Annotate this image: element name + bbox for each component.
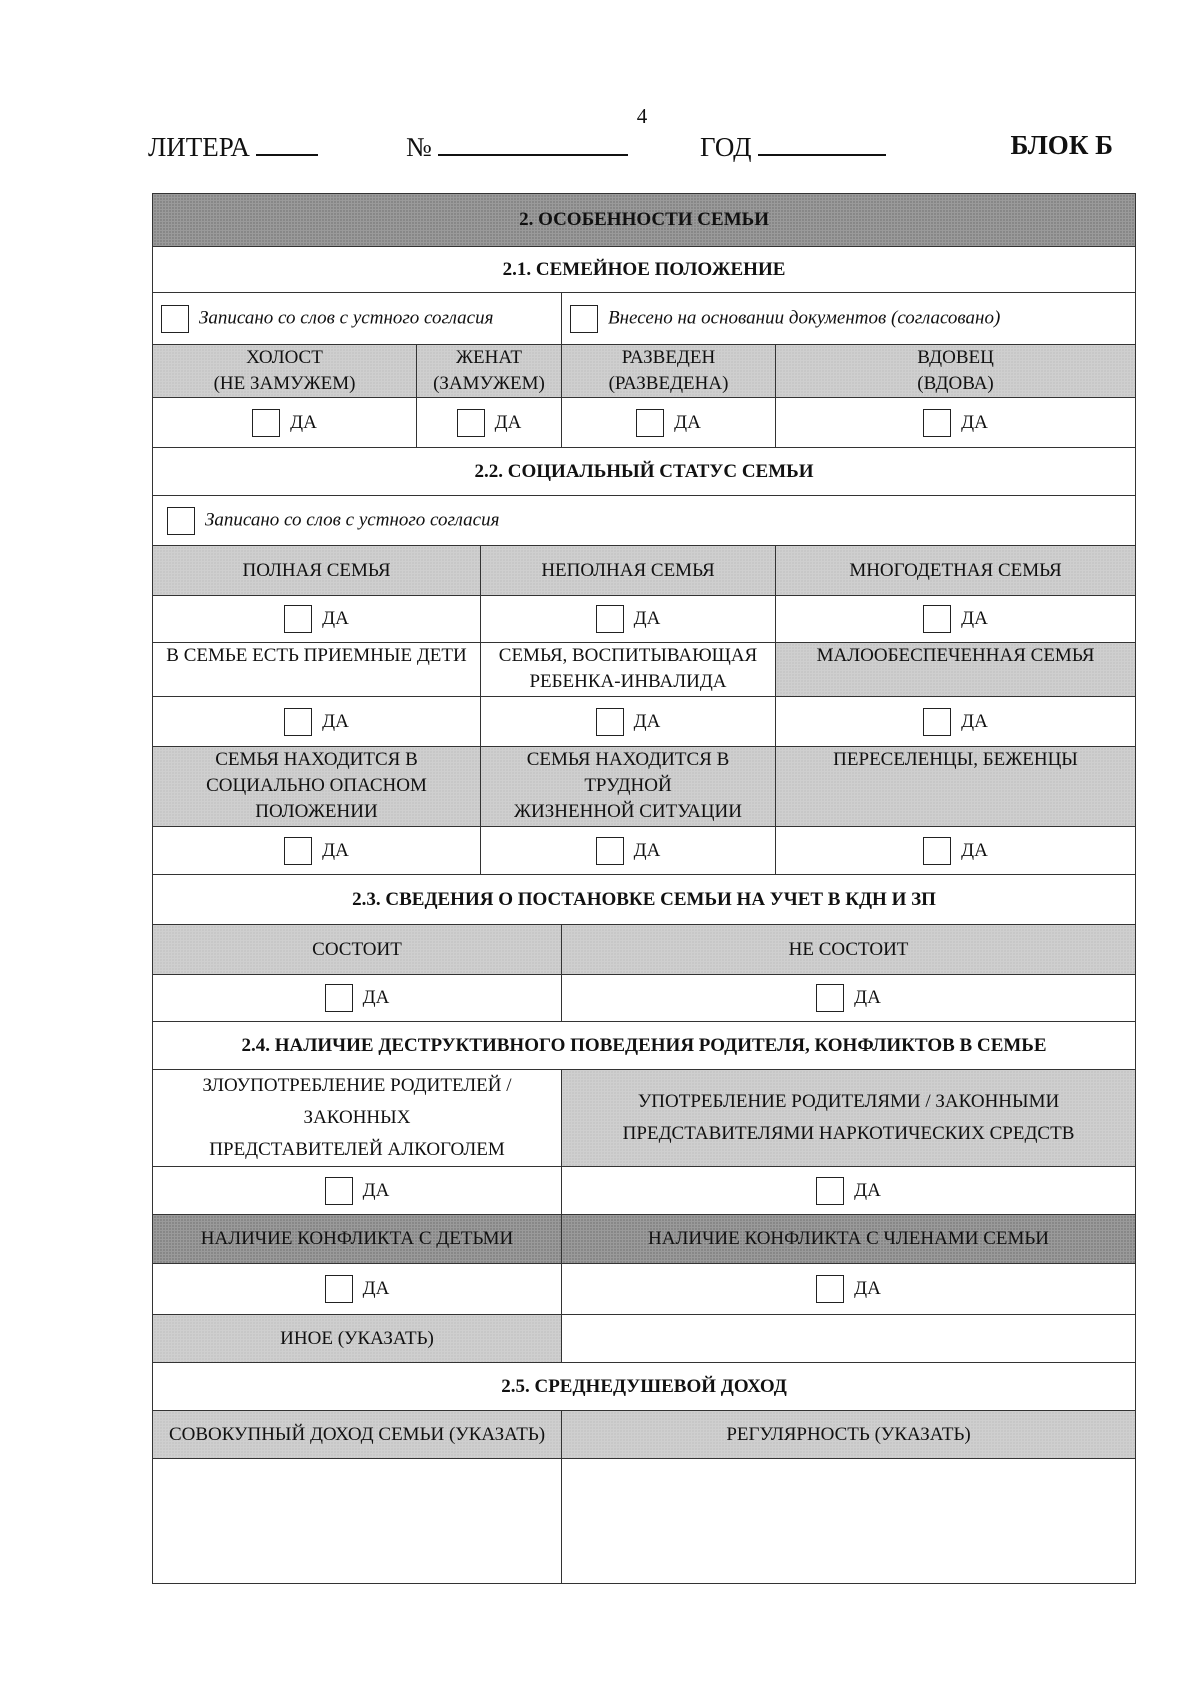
yes-label: ДА [362,1179,390,1201]
s2-low-income-cell [776,697,1136,747]
s2-r3c1-line3: ПОЛОЖЕНИИ [255,801,378,822]
s2-full-family-checkbox[interactable] [284,605,312,633]
s1-married-cell [417,398,562,448]
s3-not-registered-checkbox[interactable] [816,984,844,1012]
s2-r2c2-line1: СЕМЬЯ, ВОСПИТЫВАЮЩАЯ [498,645,758,666]
s1-col1-line1: ХОЛОСТ [246,347,323,368]
s1-divorced-checkbox[interactable] [636,409,664,437]
s4-r1c1-line2: ПРЕДСТАВИТЕЛЕЙ АЛКОГОЛЕМ [209,1139,505,1160]
s4-other-label: ИНОЕ (УКАЗАТЬ) [153,1315,562,1363]
s1-col2-line2: (ЗАМУЖЕМ) [433,373,545,394]
s4-alcohol-checkbox[interactable] [325,1177,353,1205]
s1-col4-line1: ВДОВЕЦ [917,347,994,368]
s2-foster-children-cell [153,697,481,747]
yes-label: ДА [362,987,390,1008]
s2-refugees-header: ПЕРЕСЕЛЕНЦЫ, БЕЖЕНЦЫ [776,747,1136,827]
s4-other-input[interactable] [562,1315,1136,1363]
yes-label: ДА [362,1278,390,1299]
s4-r1c2-line2: ПРЕДСТАВИТЕЛЯМИ НАРКОТИЧЕСКИХ СРЕДСТВ [622,1123,1075,1144]
s4-drugs-checkbox[interactable] [816,1177,844,1205]
s5-regularity-input[interactable] [562,1459,1136,1584]
s2-incomplete-family-checkbox[interactable] [596,605,624,633]
s2-large-family-cell [776,596,1136,643]
s2-r3c2-line1: СЕМЬЯ НАХОДИТСЯ В ТРУДНОЙ [526,749,730,796]
number-input-line[interactable] [438,130,628,156]
year-input-line[interactable] [758,130,886,156]
s2-large-family-checkbox[interactable] [923,605,951,633]
s4-drugs-cell [562,1167,1136,1215]
s2-refugees-checkbox[interactable] [923,837,951,865]
s1-divorced-cell [562,398,776,448]
s2-low-income-header: МАЛООБЕСПЕЧЕННАЯ СЕМЬЯ [776,643,1136,697]
yes-label: ДА [961,411,988,433]
number-label: № [406,132,432,162]
s1-note-oral [153,293,562,345]
s2-note-oral [153,496,1136,546]
s4-conflict-children-checkbox[interactable] [325,1275,353,1303]
s5-total-income-header: СОВОКУПНЫЙ ДОХОД СЕМЬИ (УКАЗАТЬ) [153,1411,562,1459]
s2-disabled-child-header [481,643,776,697]
s1-col2-line1: ЖЕНАТ [455,347,522,368]
yes-label: ДА [322,608,349,629]
s2-difficult-situation-header [481,747,776,827]
document-header [148,130,1113,164]
s1-col4-line2: (ВДОВА) [917,373,994,394]
s4-drugs-header [562,1070,1136,1167]
s1-col-single [153,345,417,398]
s2-incomplete-family-cell [481,596,776,643]
s1-oral-consent-checkbox[interactable] [161,305,189,333]
yes-label: ДА [290,411,317,433]
s2-disabled-child-cell [481,697,776,747]
s3-registered-header: СОСТОИТ [153,925,562,975]
s2-incomplete-family-header: НЕПОЛНАЯ СЕМЬЯ [481,546,776,596]
s2-full-family-header: ПОЛНАЯ СЕМЬЯ [153,546,481,596]
page-number: 4 [636,104,648,128]
s3-registered-cell [153,975,562,1022]
s4-conflict-family-header: НАЛИЧИЕ КОНФЛИКТА С ЧЛЕНАМИ СЕМЬИ [562,1215,1136,1264]
block-label: БЛОК Б [1010,130,1113,160]
yes-label: ДА [961,839,988,861]
litera-label: ЛИТЕРА [148,132,250,162]
s4-conflict-children-header: НАЛИЧИЕ КОНФЛИКТА С ДЕТЬМИ [153,1215,562,1264]
s1-note-docs [562,293,1136,345]
s3-not-registered-cell [562,975,1136,1022]
s1-widowed-cell [776,398,1136,448]
s1-note-docs-label: Внесено на основании документов (согласовано) [608,306,1001,328]
s2-disabled-child-checkbox[interactable] [596,708,624,736]
s2-dangerous-position-header [153,747,481,827]
s4-conflict-family-cell [562,1264,1136,1315]
yes-label: ДА [322,710,349,732]
section-2-1-title: 2.1. СЕМЕЙНОЕ ПОЛОЖЕНИЕ [153,247,1136,293]
litera-field [148,130,318,163]
s2-foster-children-checkbox[interactable] [284,708,312,736]
s1-widowed-checkbox[interactable] [923,409,951,437]
s4-alcohol-header [153,1070,562,1167]
s2-r3c1-line1: СЕМЬЯ НАХОДИТСЯ В [215,749,418,770]
s1-col3-line2: (РАЗВЕДЕНА) [608,373,729,394]
s1-col-divorced [562,345,776,398]
s3-not-registered-header: НЕ СОСТОИТ [562,925,1136,975]
s2-dangerous-position-cell [153,827,481,875]
s4-r1c2-line1: УПОТРЕБЛЕНИЕ РОДИТЕЛЯМИ / ЗАКОННЫМИ [637,1091,1060,1112]
yes-label: ДА [633,608,661,629]
s2-full-family-cell [153,596,481,643]
s5-regularity-header: РЕГУЛЯРНОСТЬ (УКАЗАТЬ) [562,1411,1136,1459]
s2-foster-children-header: В СЕМЬЕ ЕСТЬ ПРИЕМНЫЕ ДЕТИ [153,643,481,697]
section-2-4-title: 2.4. НАЛИЧИЕ ДЕСТРУКТИВНОГО ПОВЕДЕНИЯ РОДИТЕЛЯ, КОНФЛИКТОВ В СЕМЬЕ [153,1022,1136,1070]
section-2-2-title: 2.2. СОЦИАЛЬНЫЙ СТАТУС СЕМЬИ [153,448,1136,496]
yes-label: ДА [961,608,988,629]
yes-label: ДА [322,839,349,861]
yes-label: ДА [633,839,661,861]
section-2-5-title: 2.5. СРЕДНЕДУШЕВОЙ ДОХОД [153,1363,1136,1411]
s1-note-oral-label: Записано со слов с устного согласия [199,306,494,328]
s4-r1c1-line1: ЗЛОУПОТРЕБЛЕНИЕ РОДИТЕЛЕЙ / ЗАКОННЫХ [202,1075,512,1128]
s1-single-cell [153,398,417,448]
s5-total-income-input[interactable] [153,1459,562,1584]
s1-documents-checkbox[interactable] [570,305,598,333]
yes-label: ДА [854,987,881,1008]
s2-note-oral-label: Записано со слов с устного согласия [205,508,500,530]
s2-r2c2-line2: РЕБЕНКА-ИНВАЛИДА [529,671,727,692]
s2-low-income-checkbox[interactable] [923,708,951,736]
yes-label: ДА [854,1179,881,1201]
s2-dangerous-position-checkbox[interactable] [284,837,312,865]
s4-conflict-children-cell [153,1264,562,1315]
s1-col-married [417,345,562,398]
form-title: 2. ОСОБЕННОСТИ СЕМЬИ [153,194,1136,247]
s2-r3c1-line2: СОЦИАЛЬНО ОПАСНОМ [206,775,427,796]
s1-col-widowed [776,345,1136,398]
yes-label: ДА [674,411,701,433]
family-features-form [152,193,1136,1584]
yes-label: ДА [854,1278,881,1299]
s3-registered-checkbox[interactable] [325,984,353,1012]
s2-difficult-situation-cell [481,827,776,875]
s1-single-checkbox[interactable] [252,409,280,437]
year-label: ГОД [700,132,752,162]
s2-large-family-header: МНОГОДЕТНАЯ СЕМЬЯ [776,546,1136,596]
s4-conflict-family-checkbox[interactable] [816,1275,844,1303]
yes-label: ДА [494,411,522,433]
s1-col3-line1: РАЗВЕДЕН [621,347,716,368]
section-2-3-title: 2.3. СВЕДЕНИЯ О ПОСТАНОВКЕ СЕМЬИ НА УЧЕТ В КДН И ЗП [153,875,1136,925]
s2-oral-consent-checkbox[interactable] [167,507,195,535]
s1-col1-line2: (НЕ ЗАМУЖЕМ) [213,373,356,394]
s2-r3c2-line2: ЖИЗНЕННОЙ СИТУАЦИИ [514,801,742,822]
s2-refugees-cell [776,827,1136,875]
s4-alcohol-cell [153,1167,562,1215]
s1-married-checkbox[interactable] [457,409,485,437]
yes-label: ДА [961,710,988,732]
number-field [406,130,628,163]
year-field [700,130,886,163]
litera-input-line[interactable] [256,130,318,156]
s2-difficult-situation-checkbox[interactable] [596,837,624,865]
yes-label: ДА [633,710,661,732]
